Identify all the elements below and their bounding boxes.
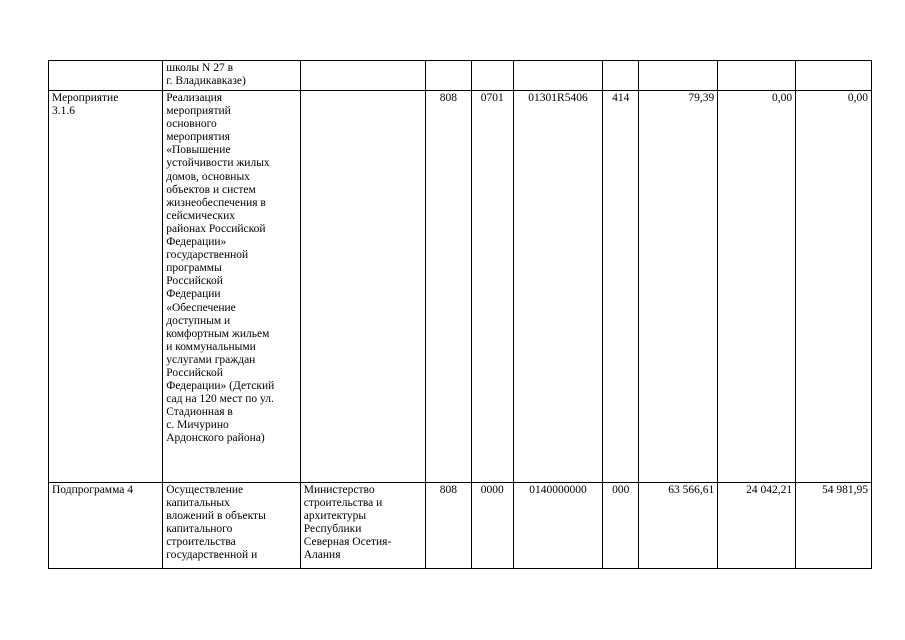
cell-description: Реализация мероприятий основного мероприятия «Повышение устойчивости жилых домов, основных объектов и систем жизнеобеспечения в сейсмических районах Российской Федерации» государственной программы Российской Федерации «Обеспечение доступным и комфортным жильем и коммунальными услугами граждан Российской Федерации» (Детский сад на 120 мест по ул. Стадионная в с. Мичурино Ардонского района) bbox=[163, 91, 301, 483]
cell-rzpr bbox=[471, 61, 513, 91]
cell-rzpr: 0000 bbox=[471, 483, 513, 569]
cell-value-1 bbox=[639, 61, 718, 91]
cell-csr: 0140000000 bbox=[514, 483, 603, 569]
cell-executor bbox=[300, 91, 425, 483]
cell-value-3: 54 981,95 bbox=[796, 483, 872, 569]
cell-executor: Министерство строительства и архитектуры Республики Северная Осетия- Алания bbox=[300, 483, 425, 569]
cell-value-1: 63 566,61 bbox=[639, 483, 718, 569]
cell-grbs: 808 bbox=[426, 483, 471, 569]
table-row bbox=[49, 91, 872, 483]
cell-description: школы N 27 в г. Владикавказе) bbox=[163, 61, 301, 91]
cell-rzpr: 0701 bbox=[471, 91, 513, 483]
table-row bbox=[49, 483, 872, 569]
cell-value-3: 0,00 bbox=[796, 91, 872, 483]
cell-value-3 bbox=[796, 61, 872, 91]
cell-executor bbox=[300, 61, 425, 91]
cell-csr: 01301R5406 bbox=[514, 91, 603, 483]
cell-grbs bbox=[426, 61, 471, 91]
cell-vr: 414 bbox=[603, 91, 639, 483]
cell-value-2: 0,00 bbox=[718, 91, 796, 483]
cell-value-2 bbox=[718, 61, 796, 91]
cell-value-2: 24 042,21 bbox=[718, 483, 796, 569]
cell-vr bbox=[603, 61, 639, 91]
table-row bbox=[49, 61, 872, 91]
cell-vr: 000 bbox=[603, 483, 639, 569]
cell-csr bbox=[514, 61, 603, 91]
cell-description: Осуществление капитальных вложений в объекты капитального строительства государственной и bbox=[163, 483, 301, 569]
cell-grbs: 808 bbox=[426, 91, 471, 483]
cell-value-1: 79,39 bbox=[639, 91, 718, 483]
cell-name: Подпрограмма 4 bbox=[49, 483, 163, 569]
budget-table bbox=[48, 60, 872, 569]
cell-name bbox=[49, 61, 163, 91]
cell-name: Мероприятие 3.1.6 bbox=[49, 91, 163, 483]
